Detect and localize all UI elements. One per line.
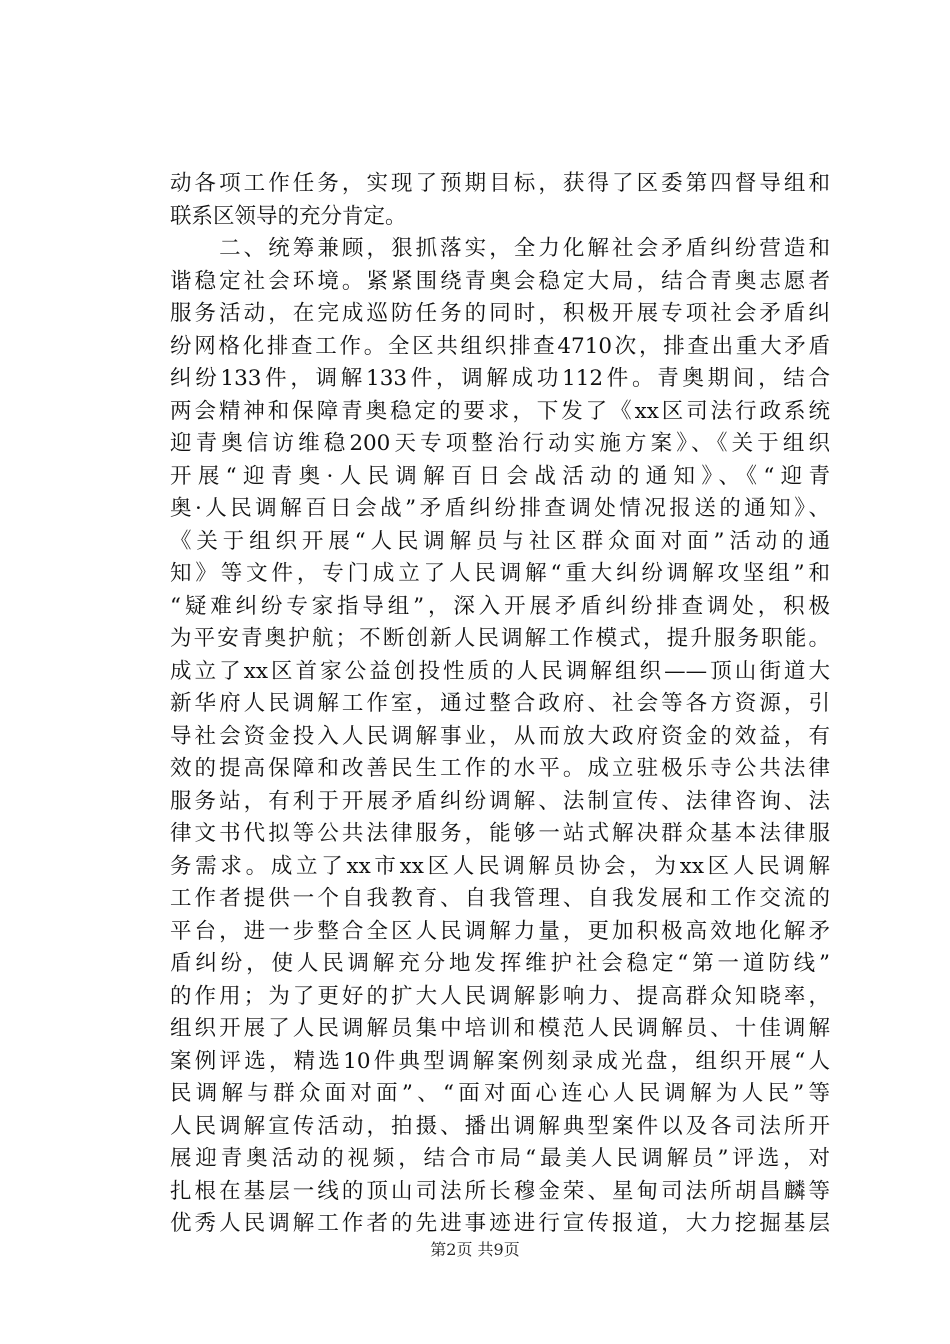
text-line: 新华府人民调解工作室，通过整合政府、社会等各方资源，引 [170, 691, 830, 716]
page-number-footer: 第2页 共9页 [430, 1240, 520, 1259]
text-line: 盾纠纷，使人民调解充分地发挥维护社会稳定“第一道防线” [170, 951, 830, 976]
text-line: 优秀人民调解工作者的先进事迹进行宣传报道，大力挖掘基层 [170, 1211, 830, 1236]
text-line: 效的提高保障和改善民生工作的水平。成立驻极乐寺公共法律 [170, 756, 830, 781]
text-line: “疑难纠纷专家指导组”，深入开展矛盾纠纷排查调处，积极 [170, 593, 830, 619]
text-line: 为平安青奥护航；不断创新人民调解工作模式，提升服务职能。 [170, 626, 830, 651]
text-line: 两会精神和保障青奥稳定的要求，下发了《xx区司法行政系统 [170, 398, 830, 424]
paragraph-start-line: 二、统筹兼顾，狠抓落实，全力化解社会矛盾纠纷营造和 [170, 236, 830, 261]
text-line: 纠纷133件，调解133件，调解成功112件。青奥期间，结合 [170, 366, 830, 391]
text-line: 动各项工作任务，实现了预期目标，获得了区委第四督导组和 [170, 171, 830, 196]
text-line: 导社会资金投入人民调解事业，从而放大政府资金的效益，有 [170, 723, 830, 749]
text-line: 案例评选，精选10件典型调解案例刻录成光盘，组织开展“人 [170, 1048, 830, 1074]
body-text [170, 168, 830, 1241]
text-line: 纷网格化排查工作。全区共组织排查4710次，排查出重大矛盾 [170, 333, 830, 359]
text-line: 组织开展了人民调解员集中培训和模范人民调解员、十佳调解 [170, 1016, 830, 1041]
text-line: 奥·人民调解百日会战”矛盾纠纷排查调处情况报送的通知》、 [170, 496, 830, 521]
text-line: 服务站，有利于开展矛盾纠纷调解、法制宣传、法律咨询、法 [170, 788, 830, 814]
text-line: 平台，进一步整合全区人民调解力量，更加积极高效地化解矛 [170, 918, 830, 944]
text-line: 律文书代拟等公共法律服务，能够一站式解决群众基本法律服 [170, 821, 830, 846]
text-line: 工作者提供一个自我教育、自我管理、自我发展和工作交流的 [170, 886, 830, 911]
text-line: 知》等文件，专门成立了人民调解“重大纠纷调解攻坚组”和 [170, 561, 830, 586]
text-line: 扎根在基层一线的顶山司法所长穆金荣、星甸司法所胡昌麟等 [170, 1178, 830, 1204]
text-line: 谐稳定社会环境。紧紧围绕青奥会稳定大局，结合青奥志愿者 [170, 268, 830, 294]
text-line: 展迎青奥活动的视频，结合市局“最美人民调解员”评选，对 [170, 1146, 830, 1171]
text-line: 民调解与群众面对面”、“面对面心连心人民调解为人民”等 [170, 1081, 830, 1106]
text-line: 人民调解宣传活动，拍摄、播出调解典型案件以及各司法所开 [170, 1113, 830, 1139]
text-line: 开展“迎青奥·人民调解百日会战活动的通知》、《“迎青 [170, 463, 830, 489]
text-line: 的作用；为了更好的扩大人民调解影响力、提高群众知晓率， [170, 983, 830, 1009]
text-line: 联系区领导的充分肯定。 [170, 203, 407, 229]
text-line: 务需求。成立了xx市xx区人民调解员协会，为xx区人民调解 [170, 853, 830, 879]
text-line: 迎青奥信访维稳200天专项整治行动实施方案》、《关于组织 [170, 431, 830, 456]
text-line: 成立了xx区首家公益创投性质的人民调解组织——顶山街道大 [170, 658, 830, 684]
text-line: 《关于组织开展“人民调解员与社区群众面对面”活动的通 [170, 528, 830, 554]
text-line: 服务活动，在完成巡防任务的同时，积极开展专项社会矛盾纠 [170, 301, 830, 326]
